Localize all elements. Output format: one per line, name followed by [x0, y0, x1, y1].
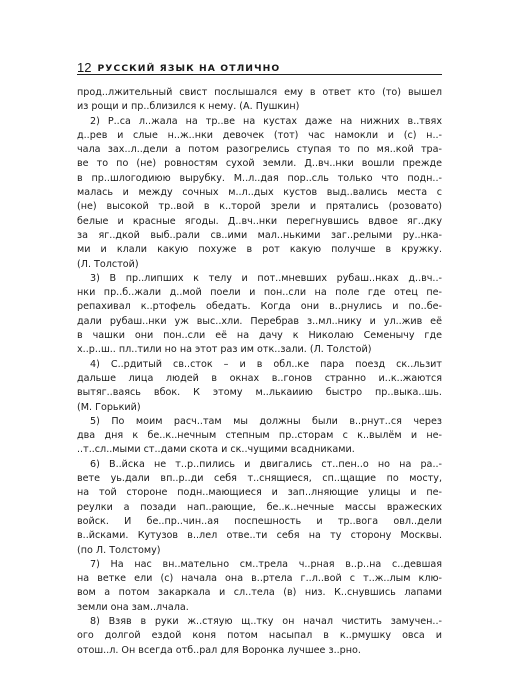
- text-line: ..т..сл..мыми ст..дами скота и ск..чущими всадниками.: [77, 444, 355, 456]
- text-line: прод..лжительный свист послышался ему в ответ кто (то) вышел: [77, 87, 442, 98]
- text-line: реулки а позади нап..рающие, бе..к..нечные массы вражеских: [77, 501, 442, 513]
- text-line: (по Л. Толстому): [77, 544, 161, 556]
- text-line: 5) По моим расч..там мы должны были в..рнут..ся через: [90, 415, 442, 427]
- text-line: дали рубаш..нки уж выс..хли. Перебрав з..мл..нику и ул..жив её: [77, 315, 442, 327]
- text-line: ого долгой ездой коня потом насыпал в к..рмушку овса и: [77, 630, 442, 642]
- text-line: дальше лица людей в окнах в..гонов странно и..к..жаются: [77, 372, 442, 384]
- text-line: два дня к бе..к..нечным степным пр..сторам с к..вылём и не-: [77, 430, 442, 442]
- text-line: малась и между сочных м..л..дых кустов выд..вались места с: [77, 187, 442, 199]
- text-line: 8) Взяв в руки ж..стяую щ..тку он начал чистить замучен..-: [90, 615, 442, 627]
- text-line: д..рев и слые н..ж..нки девочек (тот) час намокли и (с) н..-: [77, 129, 442, 141]
- text-line: х..р..ш.. пл..тили но на этот раз им отк..зали. (Л. Толстой): [77, 344, 372, 356]
- text-line: в чашки они пон..сли её на дачу к Николаю Семенычу где: [77, 330, 442, 342]
- text-line: ми и клали какую похуже в рот какую получше в кружку.: [77, 244, 442, 256]
- text-line: ве то по (не) ровностям сухой земли. Д..вч..нки вошли прежде: [77, 158, 442, 170]
- text-line: 2) Р..са л..жала на тр..ве на кустах даже на нижних в..твях: [90, 115, 442, 127]
- text-line: отош..л. Он всегда отб..рал для Воронка лучшее з..рно.: [77, 644, 361, 656]
- page-number: 12: [77, 60, 92, 75]
- text-line: на ветке ели (с) начала она в..ртела г..л..вой с т..ж..лым клю-: [77, 573, 442, 585]
- text-line: 6) В..йска не т..р..пились и двигались ст..пен..о но на ра..-: [90, 458, 442, 470]
- text-line: 7) На нас вн..мательно см..трела ч..рная в..р..на с..девшая: [90, 558, 442, 570]
- text-line: на той стороне подн..мающиеся и зап..лняющие улицы и пе-: [77, 487, 442, 499]
- text-line: вете уь.дали вп..р..ди себя т..снящиеся, сп..щащие по мосту,: [77, 473, 442, 485]
- running-header: [77, 56, 442, 74]
- text-line: (не) высокой тр..вой в к..торой зрели и прятались (розовато): [77, 201, 442, 213]
- text-line: белые и красные ягоды. Д..вч..нки перегнувшись вдвое яг..дку: [77, 215, 442, 227]
- text-line: в пр..шлогодиюю вырубку. М..л..дая пор..сль только что подн..-: [77, 172, 442, 184]
- text-line: за яг..дкой выб..рали св..ими мал..нькими заг..релыми ру..нка-: [77, 229, 442, 241]
- text-line: вом а потом закаркала и сл..тела (в) низ. К..снувшись лапами: [77, 587, 442, 599]
- running-title: РУССКИЙ ЯЗЫК НА ОТЛИЧНО: [97, 62, 281, 74]
- exercise-text: [77, 86, 442, 658]
- text-line: 4) С..рдитый св..сток – и в обл..ке пара поезд ск..льзит: [90, 358, 442, 370]
- text-line: 3) В пр..липших к телу и пот..мневших рубаш..нках д..вч..-: [90, 272, 442, 284]
- text-line: из рощи и пр..близился к нему. (А. Пушкин): [77, 101, 300, 113]
- text-line: (М. Горький): [77, 401, 141, 413]
- text-line: (Л. Толстой): [77, 258, 139, 270]
- text-line: вытяг..ваясь вбок. К этому м..лькаиию быстро пр..выка..шь.: [77, 387, 442, 399]
- text-line: нки пр..б..жали д..мой поели и пон..сли на поле где отец пе-: [77, 287, 442, 299]
- text-line: репахивал к..ртофель обедать. Когда они в..рнулись и по..бе-: [77, 301, 442, 313]
- text-line: в..йсками. Кутузов в..лел отве..ти себя на ту сторону Москвы.: [77, 530, 442, 542]
- header-rule: [77, 74, 442, 75]
- text-line: земли она зам..лчала.: [77, 601, 189, 613]
- text-line: чала зах..л..дели а потом разогрелись ступая то по мя..кой тра-: [77, 144, 442, 156]
- text-line: войск. И бе..пр..чин..ая поспешность и тр..вога овл..дели: [77, 515, 442, 527]
